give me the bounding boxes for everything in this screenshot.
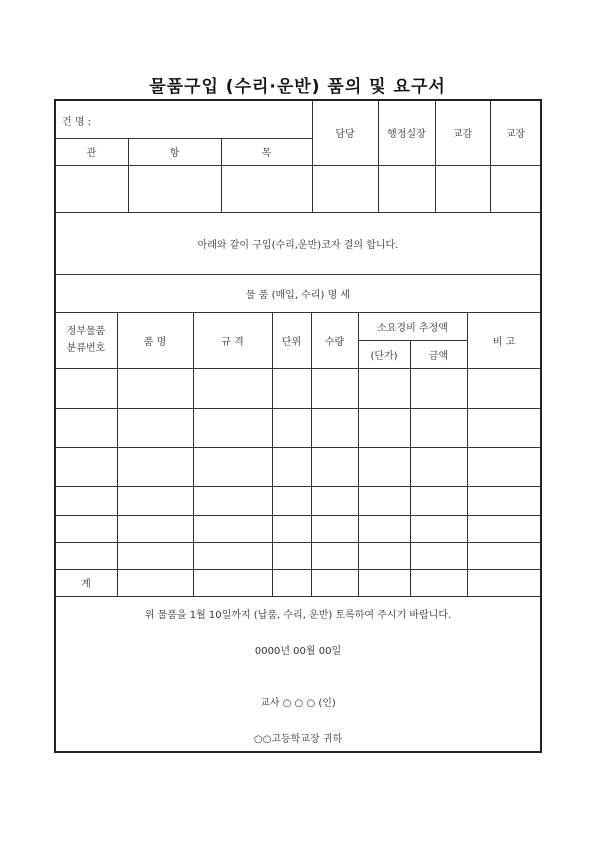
document-title: 물품구입 (수리·운반) 품의 및 요구서 — [149, 77, 446, 97]
approver-admin-head: 행정실장 — [387, 129, 426, 140]
col-unit-price: (단가) — [370, 350, 398, 362]
budget-col-mok: 목 — [261, 148, 272, 159]
case-name-label: 건 명 : — [62, 116, 92, 128]
request-text: 위 물품을 1월 10일까지 (납품, 수리, 운반) 토록하여 주시기 바랍니다. — [144, 609, 452, 621]
approver-principal: 교장 — [505, 129, 526, 140]
col-unit: 단위 — [281, 336, 302, 348]
budget-col-gwan: 관 — [86, 148, 97, 159]
col-classification-line2: 분류번호 — [66, 343, 106, 354]
col-cost-estimate: 소요경비 추정액 — [377, 322, 448, 334]
col-amount: 금액 — [428, 350, 449, 362]
items-section-title: 물 품 (매입, 수리) 명 세 — [245, 289, 351, 301]
approver-vice-principal: 교감 — [452, 129, 473, 140]
col-quantity: 수량 — [324, 336, 345, 348]
col-item-name: 품 명 — [143, 336, 167, 348]
col-spec: 규 격 — [221, 336, 244, 348]
request-date: 0000년 00월 00일 — [254, 645, 342, 657]
total-row-label: 계 — [81, 579, 91, 590]
col-note: 비 고 — [492, 336, 516, 348]
approver-staff: 담당 — [335, 129, 355, 140]
budget-col-hang: 항 — [169, 148, 180, 159]
recipient-line: ○○고등학교장 귀하 — [253, 733, 343, 745]
signer-line: 교사 ○ ○ ○ (인) — [260, 697, 336, 709]
resolution-notice: 아래와 같이 구입(수리,운반)코자 결의 합니다. — [197, 239, 399, 251]
col-classification — [55, 312, 117, 368]
col-classification-line1: 정부물품 — [66, 326, 106, 337]
